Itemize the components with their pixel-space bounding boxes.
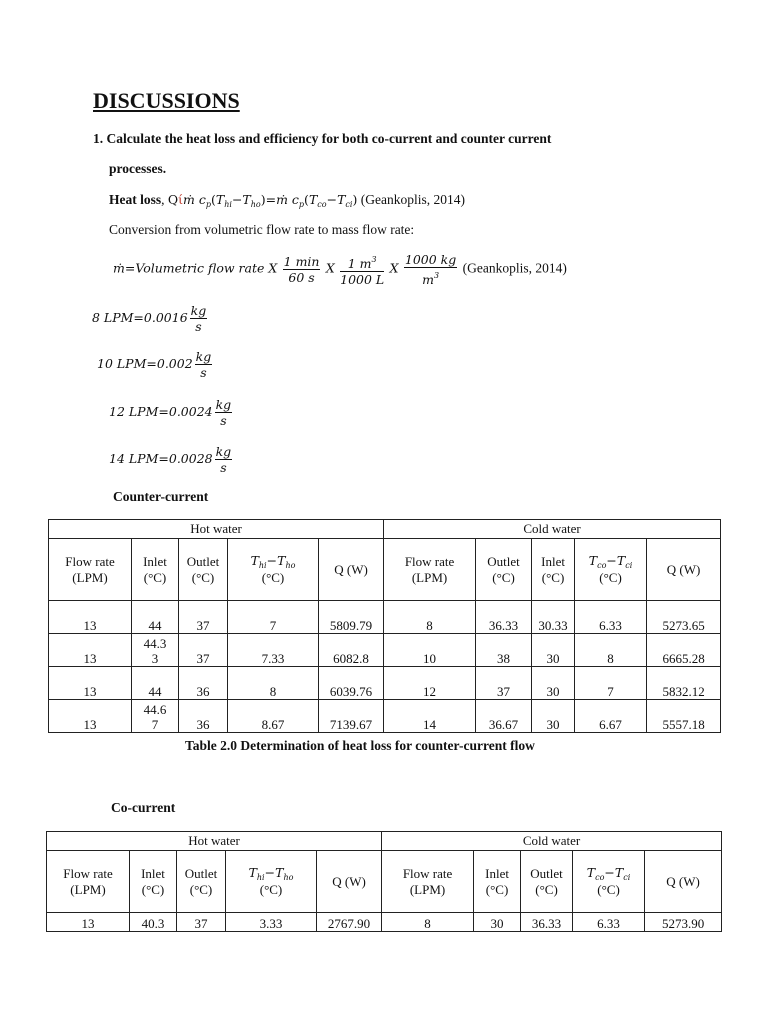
cold-water-header: Cold water <box>384 520 721 539</box>
column-header: $T_{co}-T_{ci}$ (°C) <box>575 539 647 601</box>
counter-current-table <box>48 519 721 733</box>
co-current-table <box>46 831 722 932</box>
table-caption: Table 2.0 Determination of heat loss for counter-current flow <box>185 738 535 753</box>
conversion-text: Conversion from volumetric flow rate to mass flow rate: <box>109 222 415 237</box>
question-line-2: processes. <box>109 161 167 176</box>
column-header: $T_{hi}-T_{ho}$ (°C) <box>228 539 319 601</box>
table-row: 13 44 37 7 5809.79 8 36.33 30.33 6.33 5273.65 <box>49 601 721 634</box>
column-header: $T_{hi}-T_{ho}$ (°C) <box>226 851 317 913</box>
column-header: Q (W) <box>317 851 382 913</box>
column-header: $T_{co}-T_{ci}$ (°C) <box>573 851 645 913</box>
cold-water-header: Cold water <box>382 832 722 851</box>
column-header: Flow rate (LPM) <box>47 851 130 913</box>
table-row: 13 40.3 37 3.33 2767.90 8 30 36.33 6.33 5273.90 <box>47 913 722 932</box>
lpm-conversion-12: 12 LPM=0.0024 $\frac{kg}{s}$ <box>109 397 232 428</box>
co-current-heading: Co-current <box>111 800 176 815</box>
counter-current-heading: Counter-current <box>113 489 209 504</box>
table-row: 13 44.33 37 7.33 6082.8 10 38 30 8 6665.28 <box>49 634 721 667</box>
heat-loss-label: Heat loss <box>109 192 162 207</box>
column-header: Outlet (°C) <box>179 539 228 601</box>
page-title: DISCUSSIONS <box>93 88 240 113</box>
conversion-equation: ṁ=Volumetric flow rate X $\frac{1 \min}{60 s}$ X $\frac{1 m^3}{1000 L}$ X $\frac{1000 kg}{m^3}$ (Geankoplis, 2014) <box>113 252 567 287</box>
column-header: Flow rate (LPM) <box>49 539 132 601</box>
column-header: Q (W) <box>319 539 384 601</box>
column-header: Outlet (°C) <box>476 539 532 601</box>
lpm-conversion-14: 14 LPM=0.0028 $\frac{kg}{s}$ <box>109 444 232 475</box>
question-line-1: 1. Calculate the heat loss and efficiency for both co-current and counter current <box>93 131 552 146</box>
column-header: Inlet (°C) <box>532 539 575 601</box>
column-header: Inlet (°C) <box>474 851 521 913</box>
table-row: 13 44 36 8 6039.76 12 37 30 7 5832.12 <box>49 667 721 700</box>
table-row: 13 44.67 36 8.67 7139.67 14 36.67 30 6.67 5557.18 <box>49 700 721 733</box>
hot-water-header: Hot water <box>49 520 384 539</box>
column-header: Q (W) <box>647 539 721 601</box>
heat-loss-citation: (Geankoplis, 2014) <box>360 192 465 207</box>
column-header: Inlet (°C) <box>132 539 179 601</box>
lpm-conversion-10: 10 LPM=0.002 $\frac{kg}{s}$ <box>97 349 212 380</box>
column-header: Q (W) <box>645 851 722 913</box>
column-header: Outlet (°C) <box>521 851 573 913</box>
column-header: Outlet (°C) <box>177 851 226 913</box>
column-header: Flow rate (LPM) <box>382 851 474 913</box>
lpm-conversion-8: 8 LPM=0.0016 $\frac{kg}{s}$ <box>92 303 207 334</box>
conversion-citation: (Geankoplis, 2014) <box>462 260 567 276</box>
column-header: Inlet (°C) <box>130 851 177 913</box>
heat-loss-line: Heat loss, Qίṁ $c_p(T_{hi}-T_{ho})=ṁ$ $c_p(T_{co}-T_{ci})$ (Geankoplis, 2014) <box>109 192 465 209</box>
heat-loss-equation: Qίṁ $c_p(T_{hi}-T_{ho})=ṁ$ $c_p(T_{co}-T_{ci})$ <box>167 192 358 209</box>
column-header: Flow rate (LPM) <box>384 539 476 601</box>
hot-water-header: Hot water <box>47 832 382 851</box>
